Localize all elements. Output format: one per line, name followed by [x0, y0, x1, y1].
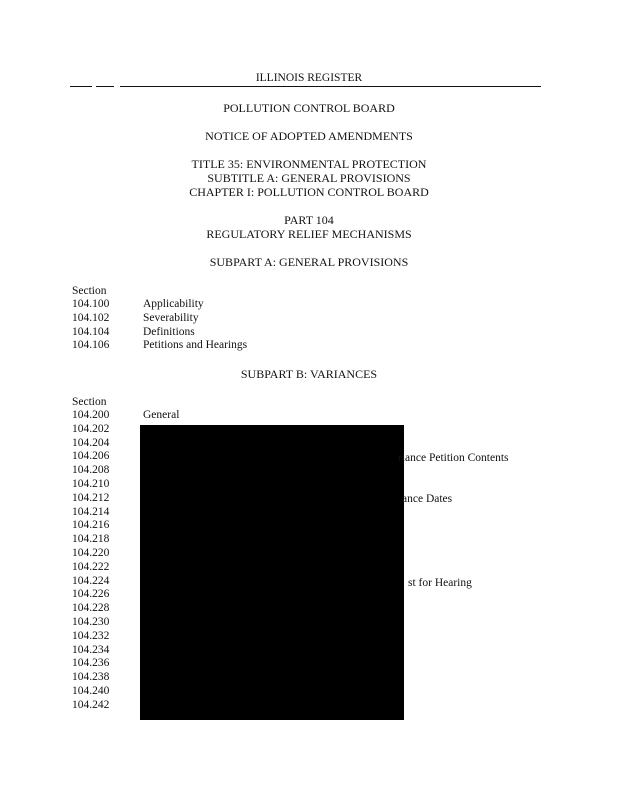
section-number: 104.210 [72, 477, 110, 490]
section-number: 104.104 [72, 325, 110, 338]
section-title: Petitions and Hearings [143, 339, 248, 352]
part-heading: PART 104 [284, 213, 334, 227]
section-number: 104.100 [72, 298, 110, 310]
part-name-heading: REGULATORY RELIEF MECHANISMS [206, 227, 412, 241]
register-header: ILLINOIS REGISTER [255, 72, 363, 84]
section-number: 104.230 [72, 615, 110, 628]
section-number: 104.232 [72, 629, 110, 642]
section-title: Severability [143, 311, 199, 324]
section-number: 104.224 [72, 574, 110, 587]
header-rule-segment [96, 86, 114, 87]
section-title-fragment: riance Petition Contents [398, 452, 509, 464]
section-title: Definitions [143, 325, 195, 338]
header-rule-segment [70, 86, 92, 87]
section-number: 104.202 [72, 422, 110, 435]
section-number: 104.226 [72, 588, 110, 601]
header-rule [120, 86, 541, 87]
section-number: 104.222 [72, 560, 110, 573]
section-number: 104.238 [72, 671, 110, 684]
section-number: 104.106 [72, 339, 110, 352]
section-number: 104.236 [72, 657, 110, 670]
subpart-a-heading: SUBPART A: GENERAL PROVISIONS [209, 255, 409, 269]
title-heading: TITLE 35: ENVIRONMENTAL PROTECTION [191, 157, 427, 171]
section-number: 104.214 [72, 505, 110, 518]
section-number: 104.220 [72, 546, 110, 559]
section-number: 104.212 [72, 491, 110, 504]
section-number: 104.228 [72, 602, 110, 615]
subtitle-heading: SUBTITLE A: GENERAL PROVISIONS [207, 171, 411, 185]
section-title-fragment: ance Dates [402, 493, 453, 505]
chapter-heading: CHAPTER I: POLLUTION CONTROL BOARD [189, 185, 429, 199]
section-number: 104.204 [72, 436, 110, 449]
subpart-b-heading: SUBPART B: VARIANCES [240, 367, 378, 381]
section-title-fragment: st for Hearing [408, 577, 472, 589]
section-label: Section [72, 396, 107, 408]
section-number: 104.234 [72, 643, 110, 656]
section-number: 104.208 [72, 464, 110, 477]
section-number: 104.240 [72, 684, 110, 697]
board-heading: POLLUTION CONTROL BOARD [223, 101, 395, 115]
section-label: Section [72, 285, 107, 297]
section-number: 104.102 [72, 311, 110, 324]
section-number: 104.242 [72, 698, 110, 711]
notice-heading: NOTICE OF ADOPTED AMENDMENTS [205, 129, 413, 143]
section-title: Applicability [143, 298, 204, 310]
redaction-block [140, 425, 404, 720]
section-number: 104.200 [72, 409, 110, 421]
section-number: 104.218 [72, 533, 110, 546]
section-number: 104.216 [72, 519, 110, 532]
section-title: General [143, 409, 180, 421]
section-number: 104.206 [72, 450, 110, 463]
